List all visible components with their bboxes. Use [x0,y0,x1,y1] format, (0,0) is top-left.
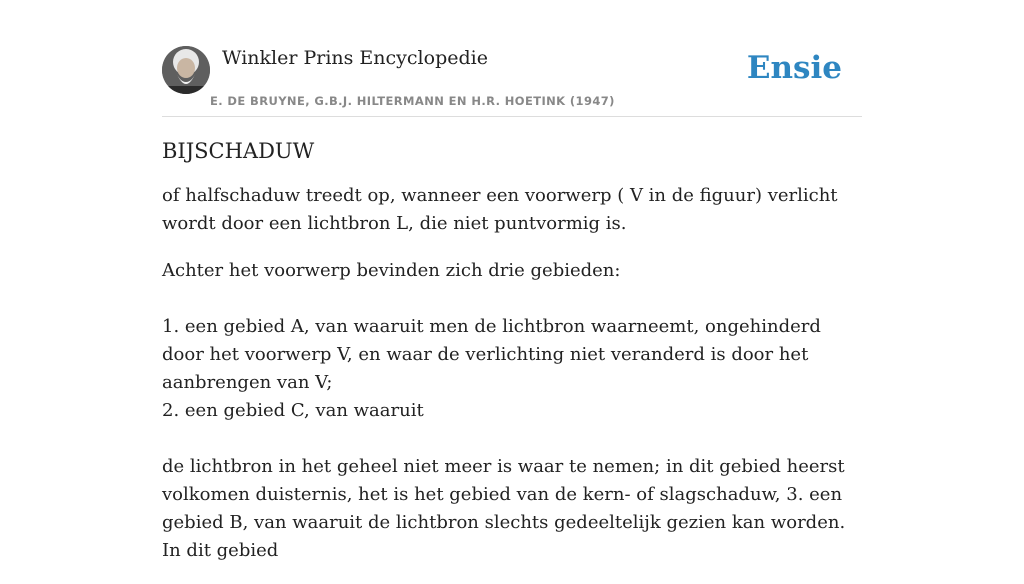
article-paragraph: de lichtbron in het geheel niet meer is waar te nemen; in dit gebied heerst volkomen duisternis, het is het gebied van de kern- of slagschaduw, 3. een gebied B, van waaruit de lichtbron slechts gedeeltelijk gezien kan worden. In dit gebied [162,456,846,561]
site-title[interactable]: Winkler Prins Encyclopedie [222,47,488,69]
article-content [162,139,862,584]
list-item-2: 2. een gebied C, van waaruit [162,400,424,421]
article-paragraph: of halfschaduw treedt op, wanneer een voorwerp ( V in de figuur) verlicht wordt door een lichtbron L, die niet puntvormig is. [162,185,838,234]
authors-line: E. DE BRUYNE, G.B.J. HILTERMANN EN H.R. HOETINK (1947) [210,94,615,108]
entry-title: BIJSCHADUW [162,139,315,163]
portrait-image [162,46,210,94]
list-item-1: 1. een gebied A, van waaruit men de lichtbron waarneemt, ongehinderd door het voorwerp V, en waar de verlichting niet veranderd is door het aanbrengen van V; [162,316,821,393]
site-header [162,46,862,117]
article-paragraph [162,313,862,425]
author-portrait [162,46,210,94]
brand-logo-link[interactable]: Ensie [746,50,842,86]
article-paragraph: Achter het voorwerp bevinden zich drie gebieden: [162,260,621,281]
